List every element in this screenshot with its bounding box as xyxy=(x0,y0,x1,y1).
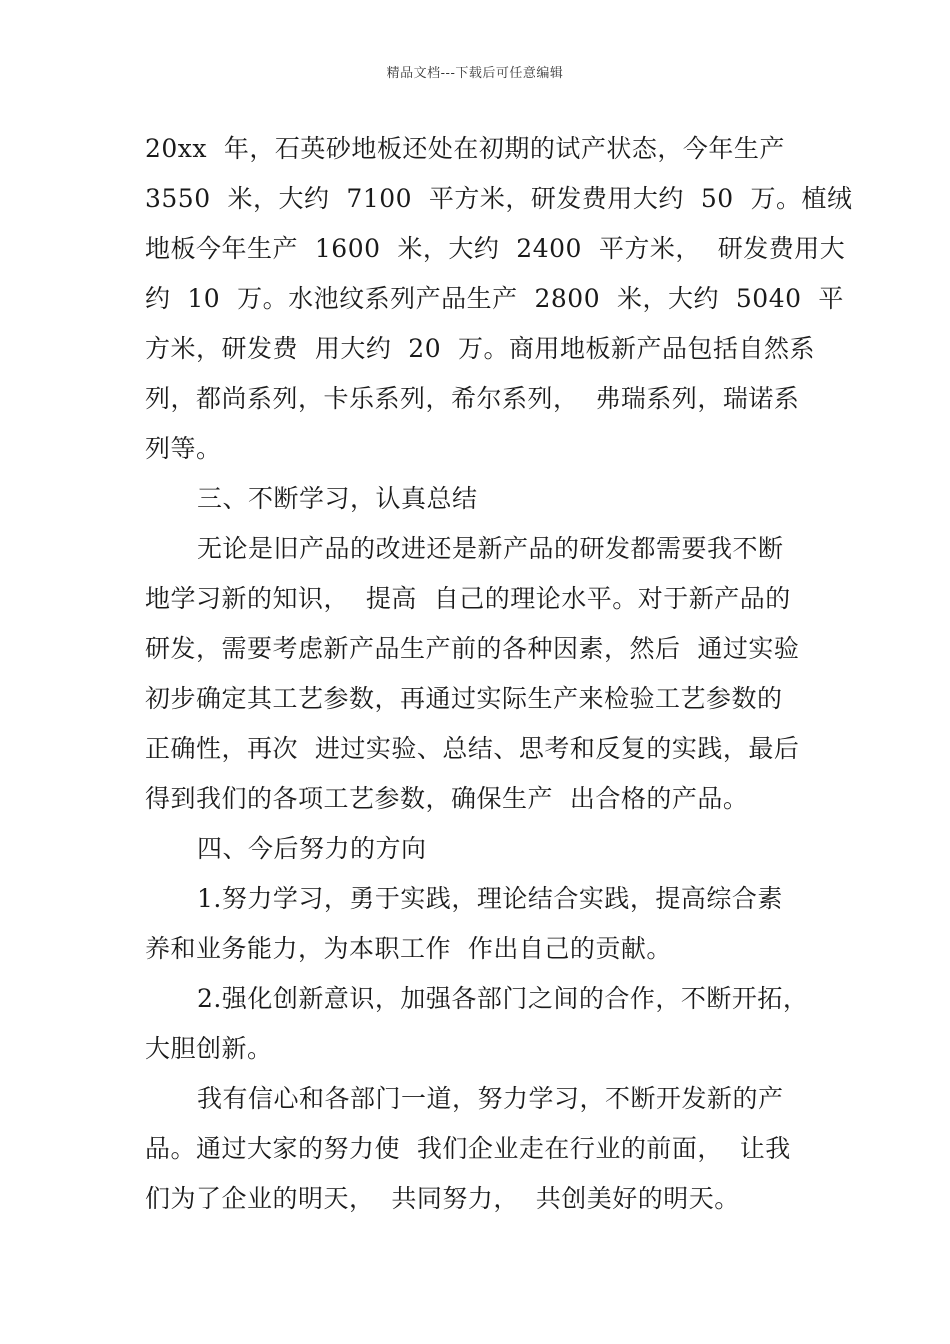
text-line: 品。通过大家的努力使 我们企业走在行业的前面， 让我 xyxy=(145,1134,791,1163)
text-line: 我有信心和各部门一道，努力学习，不断开发新的产 xyxy=(197,1084,784,1113)
text-line: 2.强化创新意识，加强各部门之间的合作，不断开拓， xyxy=(197,984,809,1013)
list-item-1 xyxy=(145,874,810,974)
text-line: 无论是旧产品的改进还是新产品的研发都需要我不断 xyxy=(197,534,784,563)
text-line: 列等。 xyxy=(145,434,222,463)
paragraph-output-summary xyxy=(145,124,853,474)
text-line: 们为了企业的明天， 共同努力， 共创美好的明天。 xyxy=(145,1184,740,1213)
text-line: 1.努力学习，勇于实践，理论结合实践，提高综合素 xyxy=(197,884,783,913)
list-item-2 xyxy=(145,974,810,1074)
text-line: 研发，需要考虑新产品生产前的各种因素，然后 通过实验 xyxy=(145,634,800,663)
section-heading: 四、今后努力的方向 xyxy=(197,834,427,863)
document-body xyxy=(145,124,853,1224)
text-line: 约 10 万。水池纹系列产品生产 2800 米，大约 5040 平 xyxy=(145,284,844,313)
section-heading-learning xyxy=(145,474,810,524)
paragraph-closing xyxy=(145,1074,810,1224)
text-line: 地板今年生产 1600 米，大约 2400 平方米， 研发费用大 xyxy=(145,234,846,263)
paragraph-learning xyxy=(145,524,810,824)
text-line: 初步确定其工艺参数，再通过实际生产来检验工艺参数的 xyxy=(145,684,783,713)
text-line: 列，都尚系列，卡乐系列，希尔系列， 弗瑞系列，瑞诺系 xyxy=(145,384,800,413)
text-line: 养和业务能力，为本职工作 作出自己的贡献。 xyxy=(145,934,672,963)
text-line: 得到我们的各项工艺参数，确保生产 出合格的产品。 xyxy=(145,784,749,813)
section-heading: 三、不断学习，认真总结 xyxy=(197,484,478,513)
text-line: 3550 米，大约 7100 平方米，研发费用大约 50 万。植绒 xyxy=(145,184,853,213)
text-line: 大胆创新。 xyxy=(145,1034,273,1063)
text-line: 方米，研发费 用大约 20 万。商用地板新产品包括自然系 xyxy=(145,334,815,363)
text-line: 20xx 年，石英砂地板还处在初期的试产状态，今年生产 xyxy=(145,134,785,163)
text-line: 正确性，再次 进过实验、总结、思考和反复的实践，最后 xyxy=(145,734,800,763)
page-header: 精品文档---下载后可任意编辑 xyxy=(386,66,564,81)
section-heading-direction xyxy=(145,824,810,874)
text-line: 地学习新的知识， 提高 自己的理论水平。对于新产品的 xyxy=(145,584,791,613)
